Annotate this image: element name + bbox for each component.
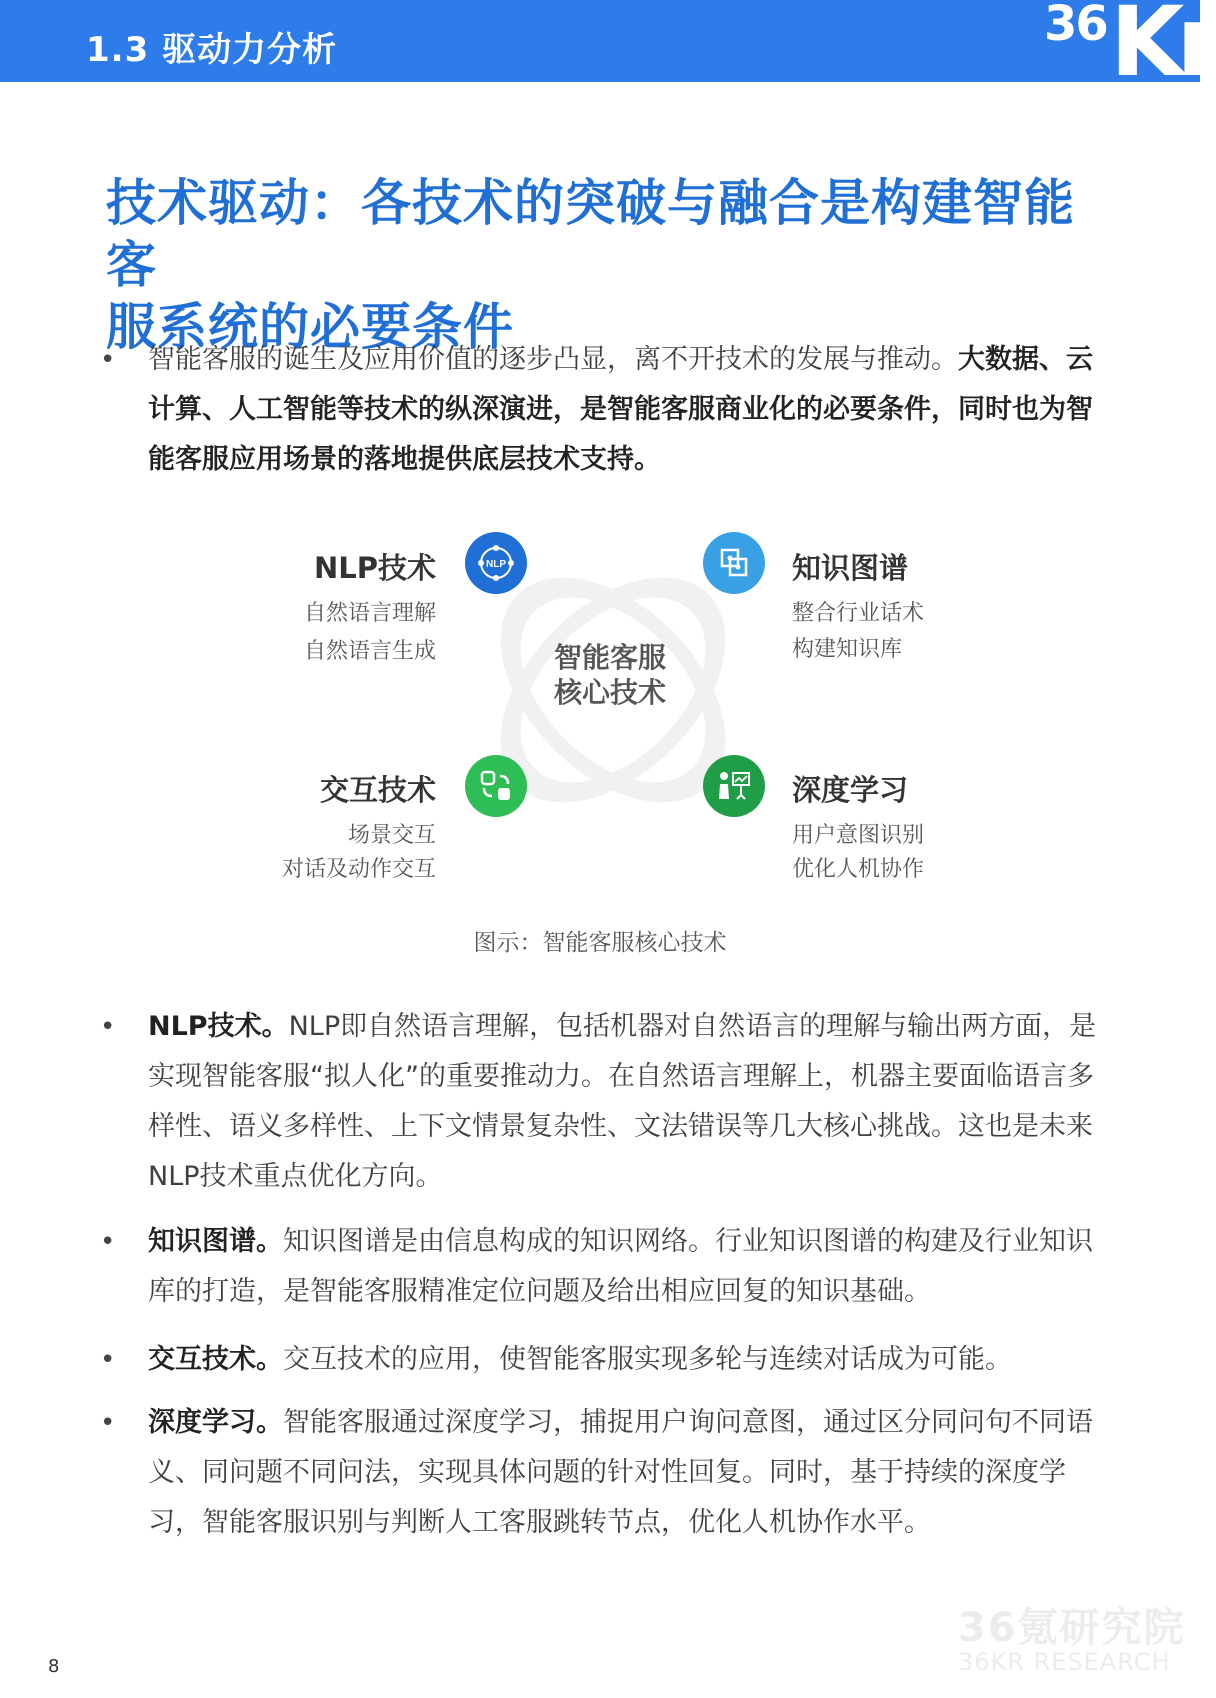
nlp-line1: 自然语言理解 [303, 601, 436, 626]
bullet-interaction-bold: 交互技术。 [148, 1344, 283, 1375]
diagram-center-line2: 核心技术 [553, 676, 666, 709]
intro-bold-text: 大数据、云计算、人工智能等技术的纵深演进，是智能客服商业化的必要条件，同时也为智能客服应用场景的落地提供底层技术支持。 [148, 344, 1093, 475]
logo-kr: Kr [1110, 0, 1216, 98]
bullet-kg [148, 1217, 1108, 1317]
figure-caption: 图示：智能客服核心技术 [473, 930, 727, 956]
bullet-dl-bold: 深度学习。 [148, 1407, 283, 1438]
bullet-dot: • [100, 1408, 116, 1438]
kg-title: 知识图谱 [792, 551, 909, 585]
bullet-nlp-bold: NLP技术。 [148, 1011, 289, 1042]
interaction-line1: 场景交互 [347, 823, 436, 848]
bullet-kg-text: 知识图谱是由信息构成的知识网络。行业知识图谱的构建及行业知识库的打造，是智能客服精准定位问题及给出相应回复的知识基础。 [148, 1226, 1093, 1307]
bullet-nlp-text: NLP即自然语言理解，包括机器对自然语言的理解与输出两方面，是实现智能客服“拟人化”的重要推动力。在自然语言理解上，机器主要面临语言多样性、语义多样性、上下文情景复杂性、文法错误等几大核心挑战。这也是未来NLP技术重点优化方向。 [148, 1011, 1097, 1192]
bullet-dot: • [100, 345, 116, 375]
logo-36: 36 [1044, 0, 1107, 52]
bullet-nlp [148, 1002, 1108, 1202]
dl-title: 深度学习 [792, 773, 909, 807]
dl-line2: 优化人机协作 [792, 857, 925, 882]
bullet-interaction [148, 1335, 1108, 1385]
watermark-en: 36KR RESEARCH [958, 1648, 1171, 1676]
nlp-line2: 自然语言生成 [303, 639, 436, 664]
nlp-icon-label: NLP [486, 559, 506, 570]
bullet-dot: • [100, 1012, 116, 1042]
bullet-kg-bold: 知识图谱。 [148, 1226, 283, 1257]
kg-line2: 构建知识库 [792, 637, 903, 662]
intro-paragraph [148, 335, 1108, 485]
bullet-interaction-text: 交互技术的应用，使智能客服实现多轮与连续对话成为可能。 [283, 1344, 1012, 1375]
interaction-title: 交互技术 [319, 773, 436, 807]
nlp-title: NLP技术 [313, 551, 436, 585]
interaction-line2: 对话及动作交互 [281, 857, 436, 882]
bullet-dl [148, 1398, 1108, 1548]
page-number: 8 [48, 1656, 60, 1677]
page-title [106, 172, 1106, 358]
kg-line1: 整合行业话术 [792, 601, 925, 626]
bullet-dl-text: 智能客服通过深度学习，捕捉用户询问意图，通过区分同问句不同语义、同问题不同问法，实现具体问题的针对性回复。同时，基于持续的深度学习，智能客服识别与判断人工客服跳转节点，优化人机协作水平。 [148, 1407, 1093, 1538]
watermark-cn: 36氪研究院 [958, 1605, 1186, 1651]
nlp-network-icon [465, 532, 527, 594]
deep-learning-presenter-icon [703, 755, 765, 817]
diagram-center-line1: 智能客服 [553, 641, 666, 674]
section-title: 1.3 驱动力分析 [86, 30, 338, 70]
bullet-dot: • [100, 1345, 116, 1375]
page-title-line1: 技术驱动：各技术的突破与融合是构建智能客 [106, 174, 1075, 294]
bullet-dot: • [100, 1227, 116, 1257]
diagram-center-title [540, 640, 680, 710]
logo-36kr [1042, 0, 1216, 98]
page-title-line2: 服系统的必要条件 [106, 298, 514, 356]
interaction-icon [465, 755, 527, 817]
intro-normal-text: 智能客服的诞生及应用价值的逐步凸显，离不开技术的发展与推动。 [148, 344, 958, 375]
knowledge-graph-icon [703, 532, 765, 594]
dl-line1: 用户意图识别 [792, 823, 925, 848]
